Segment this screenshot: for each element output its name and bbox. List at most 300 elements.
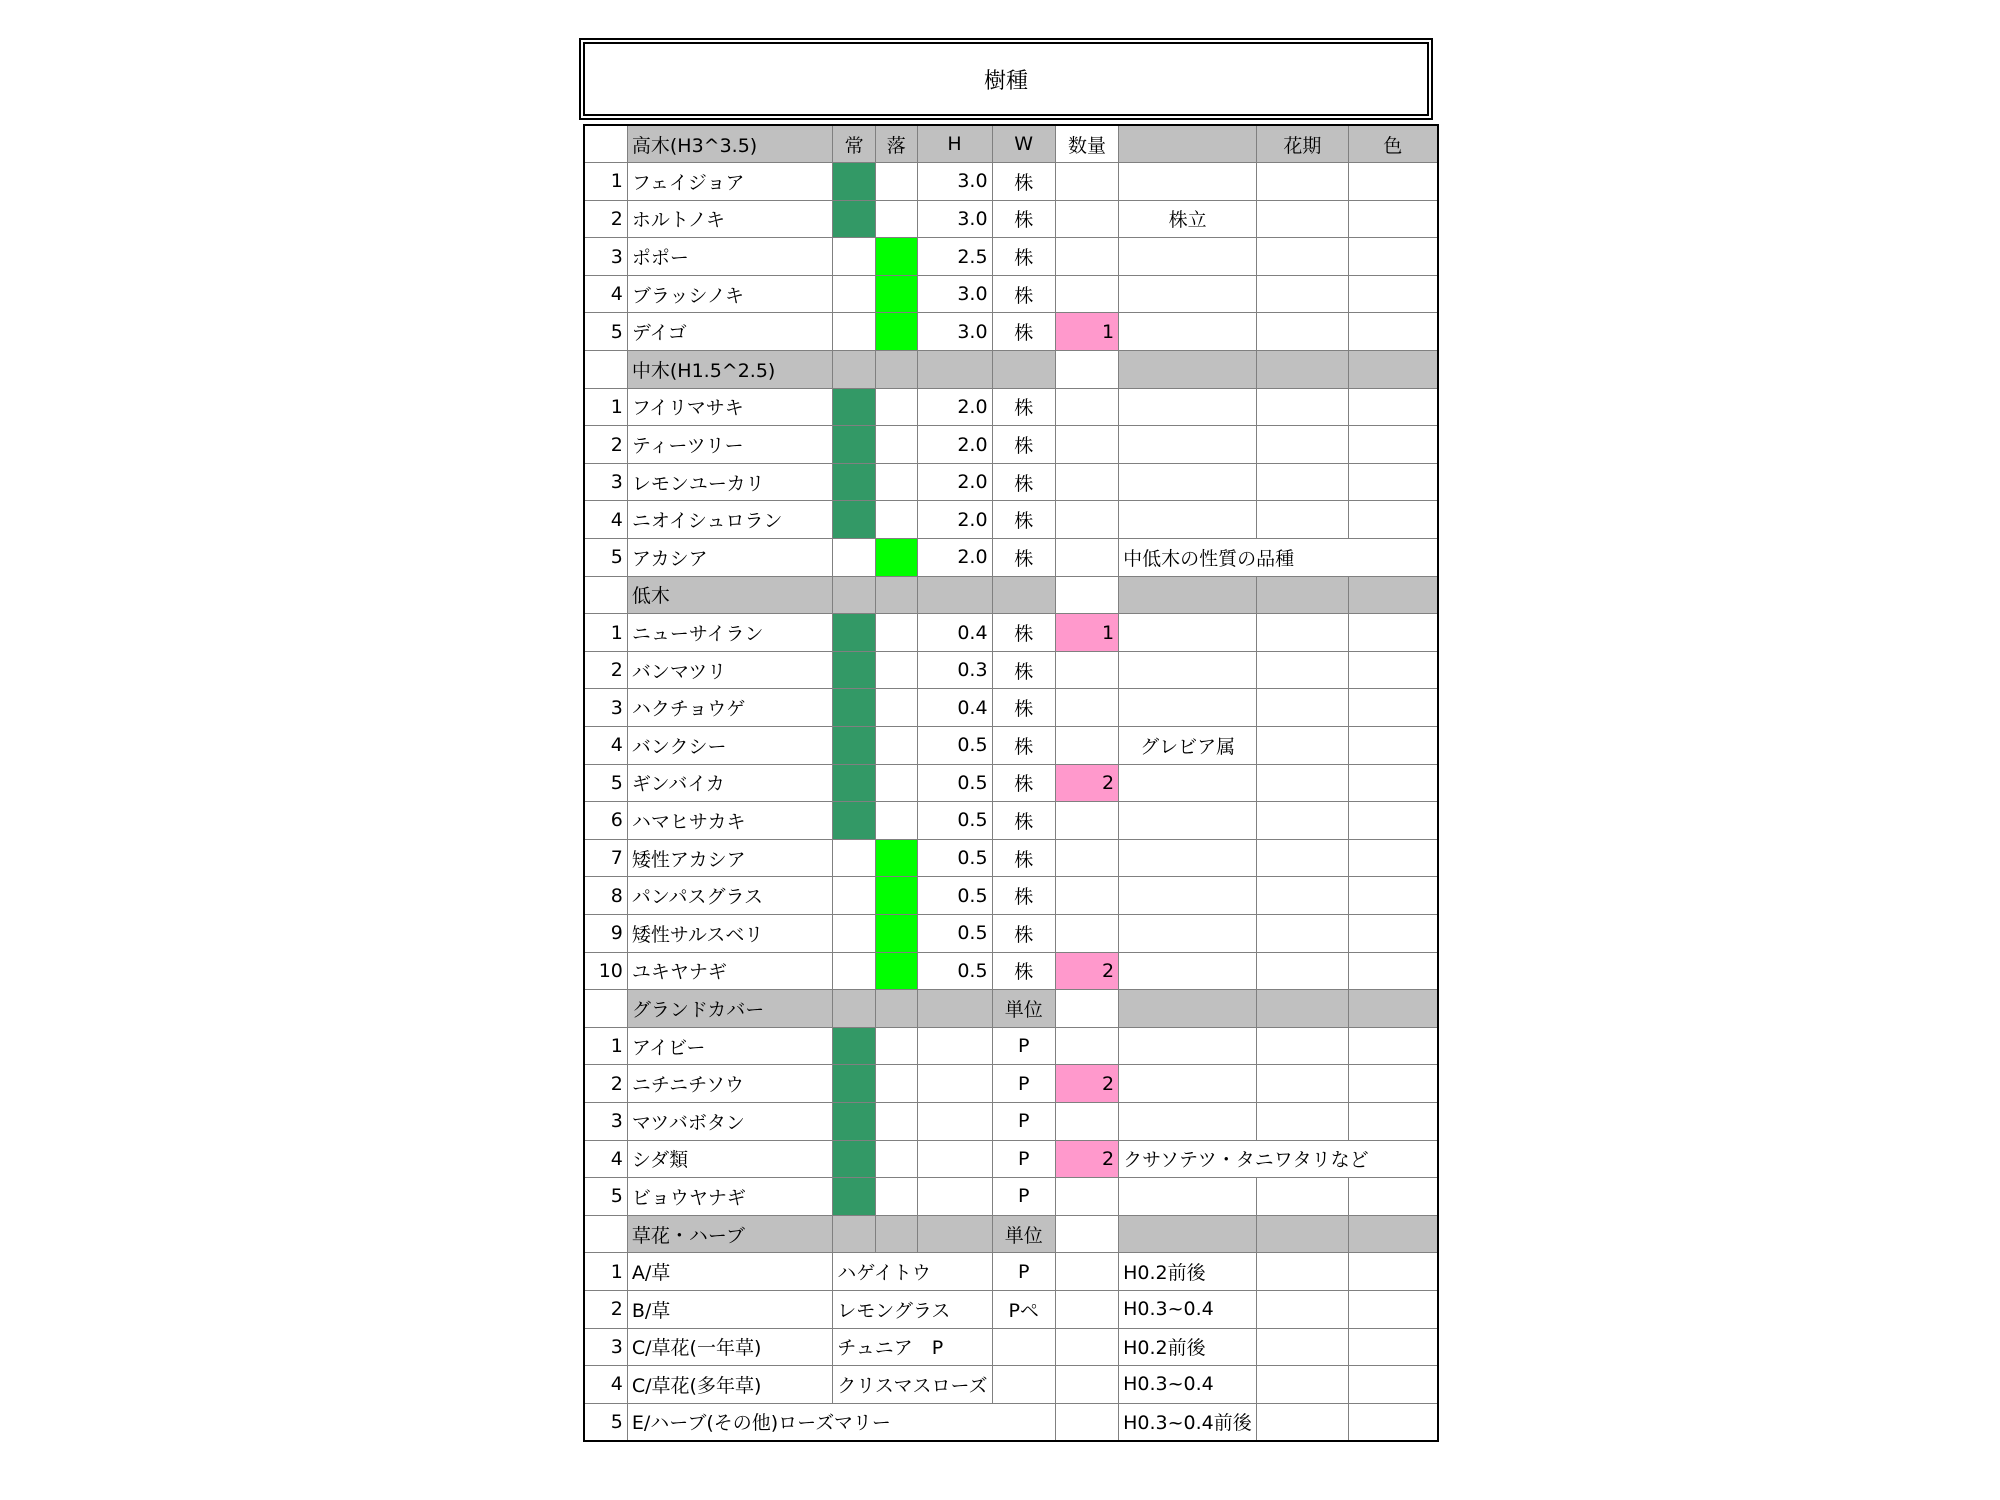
color-value <box>1348 877 1438 915</box>
row-number: 8 <box>584 877 627 915</box>
note-value <box>1119 689 1257 727</box>
quantity-value <box>1055 1027 1118 1065</box>
plant-name: 矮性サルスベリ <box>627 914 832 952</box>
plant-name <box>627 1403 1055 1441</box>
table-row <box>584 463 1438 501</box>
row-number: 6 <box>584 802 627 840</box>
color-header <box>1348 990 1438 1028</box>
height-value: 2.0 <box>917 426 992 464</box>
table-row <box>584 388 1438 426</box>
color-value <box>1348 802 1438 840</box>
evergreen-marker <box>833 877 876 915</box>
width-value: 株 <box>992 426 1055 464</box>
deciduous-marker <box>875 163 917 201</box>
quantity-header: 数量 <box>1055 125 1118 163</box>
deciduous-header <box>875 576 917 614</box>
color-value <box>1348 764 1438 802</box>
plant-table <box>583 124 1439 1442</box>
evergreen-marker <box>833 275 876 313</box>
evergreen-marker <box>833 727 876 765</box>
bloom-value <box>1257 1403 1349 1441</box>
height-value <box>917 1178 992 1216</box>
row-number: 5 <box>584 313 627 351</box>
table-row <box>584 313 1438 351</box>
row-number: 3 <box>584 463 627 501</box>
width-value: 株 <box>992 839 1055 877</box>
note-value <box>1119 1027 1257 1065</box>
note-value <box>1119 388 1257 426</box>
row-number: 4 <box>584 275 627 313</box>
evergreen-marker <box>833 388 876 426</box>
quantity-value <box>1055 238 1118 276</box>
bloom-value <box>1257 275 1349 313</box>
bloom-value <box>1257 1328 1349 1366</box>
plant-name: ホルトノキ <box>627 200 832 238</box>
width-header <box>992 576 1055 614</box>
note-value: 株立 <box>1119 200 1257 238</box>
plant-name: マツバボタン <box>627 1102 832 1140</box>
table-row <box>584 1366 1438 1404</box>
bloom-value <box>1257 426 1349 464</box>
evergreen-marker <box>833 651 876 689</box>
note-value: グレビア属 <box>1119 727 1257 765</box>
plant-name: 矮性アカシア <box>627 839 832 877</box>
color-value <box>1348 388 1438 426</box>
color-value <box>1348 952 1438 990</box>
width-value: 株 <box>992 501 1055 539</box>
quantity-value: 1 <box>1055 614 1118 652</box>
plant-name: バンマツリ <box>627 651 832 689</box>
row-number: 2 <box>584 1290 627 1328</box>
unit-value: Pペ <box>992 1290 1055 1328</box>
bloom-value <box>1257 802 1349 840</box>
evergreen-marker <box>833 689 876 727</box>
note-header <box>1119 125 1257 163</box>
quantity-value <box>1055 727 1118 765</box>
evergreen-marker <box>833 313 876 351</box>
table-row <box>584 614 1438 652</box>
evergreen-marker <box>833 802 876 840</box>
plant-name: ニチニチソウ <box>627 1065 832 1103</box>
unit-header: 単位 <box>992 1215 1055 1253</box>
width-value: 株 <box>992 388 1055 426</box>
height-header <box>917 990 992 1028</box>
note-value <box>1119 426 1257 464</box>
table-row <box>584 1065 1438 1103</box>
bloom-value <box>1257 764 1349 802</box>
unit-value: P <box>992 1027 1055 1065</box>
note-header <box>1119 990 1257 1028</box>
height-value <box>917 1065 992 1103</box>
note-value: H0.3~0.4 <box>1119 1366 1257 1404</box>
color-header: 色 <box>1348 125 1438 163</box>
section-label: 高木(H3^3.5) <box>627 125 832 163</box>
herb-category: C/草花(多年草) <box>627 1366 832 1404</box>
note-value <box>1119 313 1257 351</box>
evergreen-header <box>833 576 876 614</box>
quantity-value <box>1055 689 1118 727</box>
row-number: 4 <box>584 1140 627 1178</box>
deciduous-marker <box>875 1140 917 1178</box>
bloom-value <box>1257 1366 1349 1404</box>
table-row <box>584 1290 1438 1328</box>
width-value: 株 <box>992 689 1055 727</box>
height-value: 2.0 <box>917 539 992 577</box>
note-value <box>1119 1178 1257 1216</box>
table-row <box>584 1328 1438 1366</box>
unit-value: P <box>992 1065 1055 1103</box>
quantity-value <box>1055 388 1118 426</box>
height-value: 2.0 <box>917 388 992 426</box>
row-number: 2 <box>584 1065 627 1103</box>
row-number: 1 <box>584 614 627 652</box>
height-value: 0.5 <box>917 764 992 802</box>
color-value <box>1348 463 1438 501</box>
note-value <box>1119 877 1257 915</box>
deciduous-marker <box>875 275 917 313</box>
height-value: 0.5 <box>917 839 992 877</box>
row-number: 4 <box>584 1366 627 1404</box>
section-label: 低木 <box>627 576 832 614</box>
table-row <box>584 877 1438 915</box>
row-number: 2 <box>584 426 627 464</box>
plant-name: レモンユーカリ <box>627 463 832 501</box>
unit-value: P <box>992 1178 1055 1216</box>
evergreen-header <box>833 990 876 1028</box>
bloom-value <box>1257 1253 1349 1291</box>
note-value: H0.3~0.4 <box>1119 1290 1257 1328</box>
note-value <box>1119 163 1257 201</box>
quantity-value <box>1055 200 1118 238</box>
color-header <box>1348 351 1438 389</box>
evergreen-marker <box>833 1027 876 1065</box>
herb-category: E/ハーブ(その他) <box>631 1412 779 1435</box>
height-value: 3.0 <box>917 275 992 313</box>
note-value: H0.2前後 <box>1119 1328 1257 1366</box>
row-number: 1 <box>584 1253 627 1291</box>
evergreen-marker <box>833 1102 876 1140</box>
deciduous-marker <box>875 539 917 577</box>
height-value: 0.3 <box>917 651 992 689</box>
deciduous-marker <box>875 426 917 464</box>
deciduous-marker <box>875 1178 917 1216</box>
evergreen-marker <box>833 426 876 464</box>
table-row <box>584 275 1438 313</box>
quantity-header <box>1055 1215 1118 1253</box>
row-number: 1 <box>584 163 627 201</box>
bloom-value <box>1257 501 1349 539</box>
bloom-value <box>1257 689 1349 727</box>
quantity-value <box>1055 463 1118 501</box>
quantity-value <box>1055 163 1118 201</box>
evergreen-marker <box>833 764 876 802</box>
evergreen-marker <box>833 1065 876 1103</box>
row-number: 3 <box>584 689 627 727</box>
color-value <box>1348 727 1438 765</box>
quantity-value <box>1055 802 1118 840</box>
row-number: 5 <box>584 1178 627 1216</box>
deciduous-marker <box>875 313 917 351</box>
plant-name: ティーツリー <box>627 426 832 464</box>
plant-name: ニオイシュロラン <box>627 501 832 539</box>
note-value: H0.3~0.4前後 <box>1119 1403 1257 1441</box>
width-value: 株 <box>992 877 1055 915</box>
quantity-value <box>1055 839 1118 877</box>
height-value: 0.5 <box>917 877 992 915</box>
note-value <box>1119 1102 1257 1140</box>
note-value <box>1119 275 1257 313</box>
color-value <box>1348 1290 1438 1328</box>
color-value <box>1348 275 1438 313</box>
plant-name: デイゴ <box>627 313 832 351</box>
quantity-value <box>1055 1366 1118 1404</box>
note-value <box>1119 952 1257 990</box>
width-header: W <box>992 125 1055 163</box>
width-value: 株 <box>992 764 1055 802</box>
note-header <box>1119 1215 1257 1253</box>
bloom-value <box>1257 1290 1349 1328</box>
plant-name: ビョウヤナギ <box>627 1178 832 1216</box>
bloom-value <box>1257 1178 1349 1216</box>
row-number: 3 <box>584 238 627 276</box>
color-value <box>1348 1328 1438 1366</box>
row-number: 7 <box>584 839 627 877</box>
quantity-value <box>1055 275 1118 313</box>
deciduous-header <box>875 1215 917 1253</box>
table-row <box>584 200 1438 238</box>
table-row <box>584 426 1438 464</box>
herb-category: C/草花(一年草) <box>627 1328 832 1366</box>
deciduous-marker <box>875 952 917 990</box>
color-value <box>1348 614 1438 652</box>
height-value: 0.4 <box>917 689 992 727</box>
width-value: 株 <box>992 275 1055 313</box>
color-value <box>1348 1366 1438 1404</box>
table-row <box>584 238 1438 276</box>
width-value: 株 <box>992 802 1055 840</box>
note-value: 中低木の性質の品種 <box>1119 539 1438 577</box>
deciduous-marker <box>875 463 917 501</box>
height-value: 3.0 <box>917 313 992 351</box>
deciduous-marker <box>875 727 917 765</box>
evergreen-marker <box>833 914 876 952</box>
quantity-value <box>1055 1102 1118 1140</box>
evergreen-marker <box>833 163 876 201</box>
plant-name: ポポー <box>627 238 832 276</box>
row-number <box>584 351 627 389</box>
quantity-value: 2 <box>1055 764 1118 802</box>
quantity-header <box>1055 990 1118 1028</box>
quantity-value <box>1055 1328 1118 1366</box>
evergreen-marker <box>833 501 876 539</box>
width-value: 株 <box>992 163 1055 201</box>
table-row <box>584 1027 1438 1065</box>
color-value <box>1348 426 1438 464</box>
deciduous-marker <box>875 1102 917 1140</box>
section-row <box>584 1215 1438 1253</box>
color-value <box>1348 1253 1438 1291</box>
deciduous-marker <box>875 1065 917 1103</box>
height-value: 0.5 <box>917 727 992 765</box>
row-number-header <box>584 125 627 163</box>
color-value <box>1348 1027 1438 1065</box>
note-value <box>1119 914 1257 952</box>
table-row <box>584 764 1438 802</box>
unit-value: P <box>992 1253 1055 1291</box>
bloom-header <box>1257 990 1349 1028</box>
height-value: 2.0 <box>917 463 992 501</box>
row-number: 5 <box>584 1403 627 1441</box>
note-value: クサソテツ・タニワタリなど <box>1119 1140 1438 1178</box>
evergreen-header <box>833 1215 876 1253</box>
quantity-header <box>1055 351 1118 389</box>
herb-plant: レモングラス <box>833 1290 992 1328</box>
bloom-header <box>1257 576 1349 614</box>
bloom-value <box>1257 238 1349 276</box>
herb-plant: クリスマスローズ <box>833 1366 992 1404</box>
row-number: 3 <box>584 1102 627 1140</box>
color-value <box>1348 839 1438 877</box>
table-row <box>584 914 1438 952</box>
plant-name: ハクチョウゲ <box>627 689 832 727</box>
height-value <box>917 1027 992 1065</box>
row-number: 2 <box>584 200 627 238</box>
plant-name: ブラッシノキ <box>627 275 832 313</box>
evergreen-marker <box>833 952 876 990</box>
sheet-title: 樹種 <box>579 38 1433 120</box>
note-value <box>1119 501 1257 539</box>
plant-name: フイリマサキ <box>627 388 832 426</box>
note-value <box>1119 839 1257 877</box>
deciduous-marker <box>875 501 917 539</box>
color-value <box>1348 200 1438 238</box>
deciduous-marker <box>875 614 917 652</box>
quantity-header <box>1055 576 1118 614</box>
width-value: 株 <box>992 614 1055 652</box>
bloom-value <box>1257 839 1349 877</box>
color-value <box>1348 689 1438 727</box>
unit-value: P <box>992 1102 1055 1140</box>
table-row <box>584 802 1438 840</box>
quantity-value: 2 <box>1055 1065 1118 1103</box>
bloom-value <box>1257 727 1349 765</box>
plant-name: シダ類 <box>627 1140 832 1178</box>
bloom-value <box>1257 651 1349 689</box>
bloom-value <box>1257 914 1349 952</box>
evergreen-marker <box>833 1178 876 1216</box>
row-number: 9 <box>584 914 627 952</box>
quantity-value <box>1055 539 1118 577</box>
bloom-value <box>1257 313 1349 351</box>
row-number: 5 <box>584 539 627 577</box>
herb-plant: ローズマリー <box>778 1412 891 1435</box>
table-row <box>584 839 1438 877</box>
quantity-value <box>1055 914 1118 952</box>
bloom-value <box>1257 877 1349 915</box>
unit-value: P <box>992 1140 1055 1178</box>
quantity-value <box>1055 1253 1118 1291</box>
plant-name: ハマヒサカキ <box>627 802 832 840</box>
evergreen-header: 常 <box>833 125 876 163</box>
row-number: 5 <box>584 764 627 802</box>
width-value: 株 <box>992 727 1055 765</box>
height-value: 0.5 <box>917 952 992 990</box>
quantity-value: 2 <box>1055 1140 1118 1178</box>
table-row <box>584 952 1438 990</box>
color-value <box>1348 1403 1438 1441</box>
color-value <box>1348 651 1438 689</box>
quantity-value <box>1055 651 1118 689</box>
plant-name: アイビー <box>627 1027 832 1065</box>
color-value <box>1348 914 1438 952</box>
color-value <box>1348 238 1438 276</box>
row-number: 10 <box>584 952 627 990</box>
row-number <box>584 1215 627 1253</box>
bloom-header <box>1257 1215 1349 1253</box>
width-value: 株 <box>992 952 1055 990</box>
note-value <box>1119 764 1257 802</box>
color-value <box>1348 1065 1438 1103</box>
height-header: H <box>917 125 992 163</box>
table-row <box>584 727 1438 765</box>
width-value: 株 <box>992 200 1055 238</box>
width-value: 株 <box>992 539 1055 577</box>
section-label: 草花・ハーブ <box>627 1215 832 1253</box>
row-number: 1 <box>584 388 627 426</box>
deciduous-marker <box>875 802 917 840</box>
height-header <box>917 1215 992 1253</box>
quantity-value <box>1055 1178 1118 1216</box>
color-value <box>1348 1102 1438 1140</box>
quantity-value <box>1055 426 1118 464</box>
herb-plant: チュニア P <box>833 1328 992 1366</box>
plant-name: パンパスグラス <box>627 877 832 915</box>
unit-header: 単位 <box>992 990 1055 1028</box>
color-value <box>1348 163 1438 201</box>
evergreen-marker <box>833 238 876 276</box>
height-header <box>917 351 992 389</box>
deciduous-marker <box>875 388 917 426</box>
deciduous-marker <box>875 1027 917 1065</box>
bloom-value <box>1257 614 1349 652</box>
width-value: 株 <box>992 313 1055 351</box>
note-value: H0.2前後 <box>1119 1253 1257 1291</box>
table-row <box>584 539 1438 577</box>
deciduous-marker <box>875 689 917 727</box>
deciduous-header: 落 <box>875 125 917 163</box>
height-value: 0.5 <box>917 914 992 952</box>
bloom-header <box>1257 351 1349 389</box>
quantity-value: 2 <box>1055 952 1118 990</box>
plant-name: フェイジョア <box>627 163 832 201</box>
bloom-value <box>1257 200 1349 238</box>
header-row <box>584 125 1438 163</box>
width-value: 株 <box>992 463 1055 501</box>
deciduous-marker <box>875 200 917 238</box>
row-number <box>584 990 627 1028</box>
note-value <box>1119 614 1257 652</box>
evergreen-header <box>833 351 876 389</box>
table-row <box>584 1178 1438 1216</box>
color-value <box>1348 313 1438 351</box>
height-value: 2.5 <box>917 238 992 276</box>
row-number: 1 <box>584 1027 627 1065</box>
deciduous-marker <box>875 839 917 877</box>
evergreen-marker <box>833 463 876 501</box>
note-value <box>1119 463 1257 501</box>
herb-category: A/草 <box>627 1253 832 1291</box>
deciduous-marker <box>875 651 917 689</box>
